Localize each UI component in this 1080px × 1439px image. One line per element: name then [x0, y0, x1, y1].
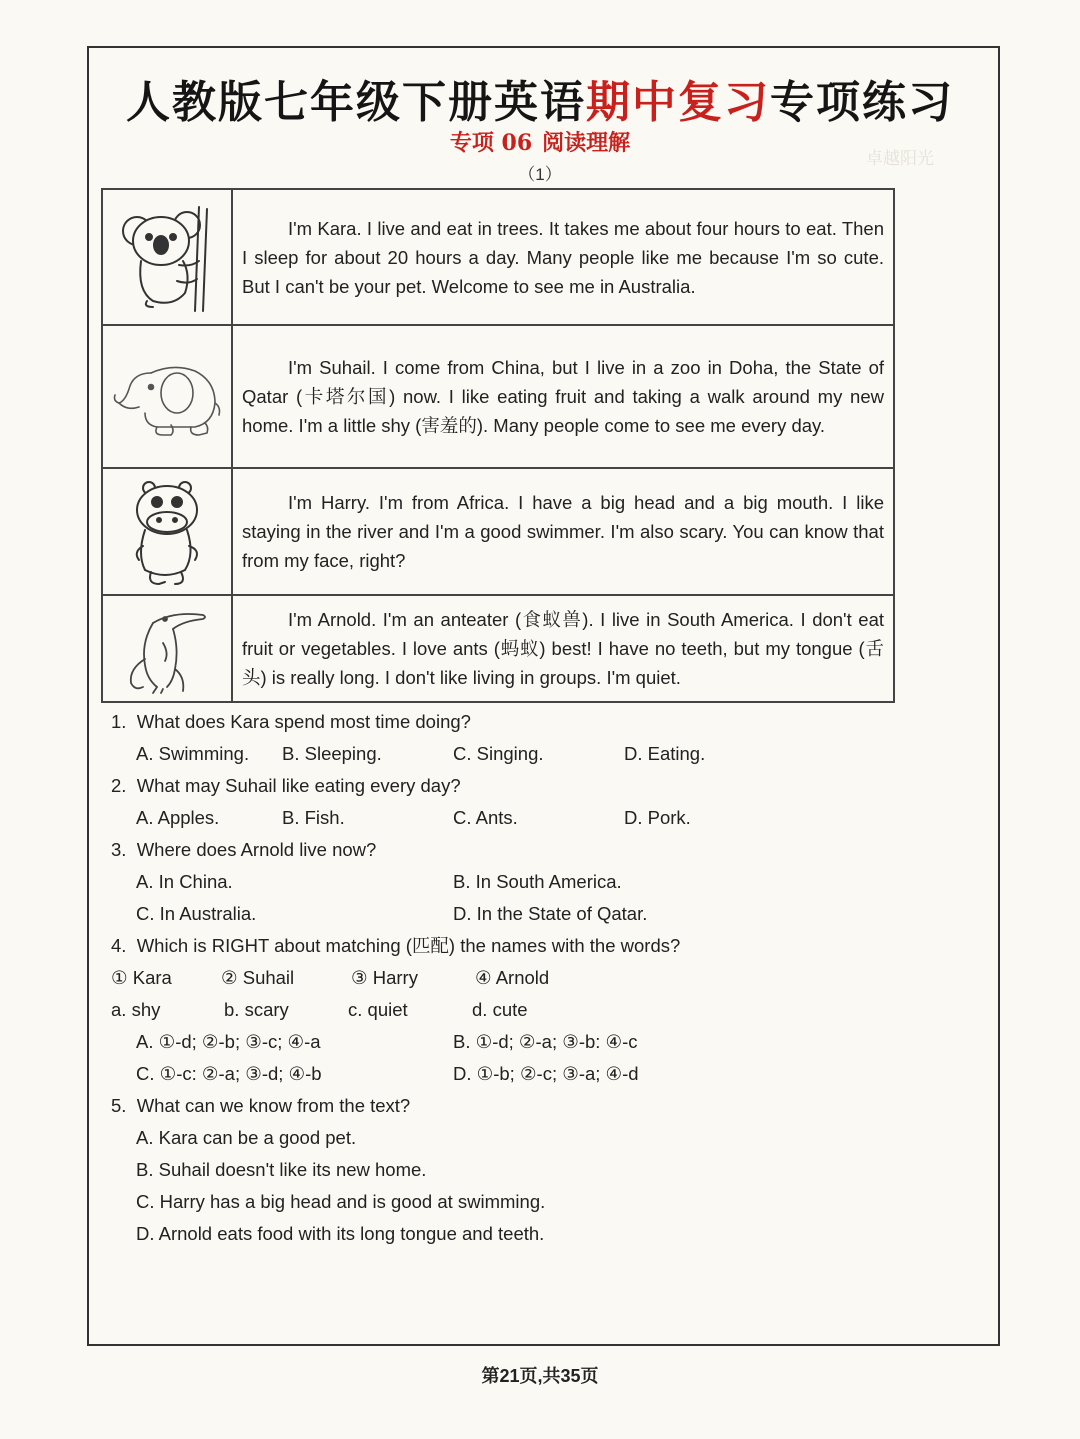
- passage-table: [101, 188, 895, 703]
- title-highlight: 期中复习: [586, 77, 770, 128]
- section-number: （1）: [518, 165, 562, 184]
- anteater-cell: [102, 595, 232, 702]
- hippo-cell: [102, 468, 232, 595]
- question-2-options: [111, 802, 891, 834]
- name-suhail: ② Suhail: [221, 967, 295, 988]
- option-a[interactable]: A. Swimming.: [136, 743, 250, 764]
- passage-row-arnold: [102, 595, 894, 702]
- word-scary: b. scary: [224, 999, 289, 1020]
- option-d[interactable]: D. Eating.: [624, 743, 706, 764]
- passage-row-harry: [102, 468, 894, 595]
- name-harry: ③ Harry: [351, 967, 418, 988]
- question-1: [111, 706, 891, 738]
- question-number: 4.: [111, 935, 127, 956]
- option-d[interactable]: D. Pork.: [624, 807, 691, 828]
- passage-kara: I'm Kara. I live and eat in trees. It takes me about four hours to eat. Then I sleep for about 20 hours a day. Many people like me because I'm so cute. But I can't be your pet. Welcome to see me in Australia.: [232, 189, 894, 325]
- question-2: [111, 770, 891, 802]
- option-d[interactable]: D. Arnold eats food with its long tongue and teeth.: [136, 1223, 545, 1244]
- option-a[interactable]: A. Apples.: [136, 807, 220, 828]
- matching-words: [111, 994, 891, 1026]
- name-kara: ① Kara: [111, 967, 172, 988]
- word-quiet: c. quiet: [348, 999, 408, 1020]
- title-part1: 人教版七年级下册英语: [126, 77, 586, 128]
- question-text: What may Suhail like eating every day?: [136, 775, 461, 796]
- koala-cell: [102, 189, 232, 325]
- question-number: 5.: [111, 1095, 127, 1116]
- page-footer: 第21页,共35页: [481, 1366, 599, 1386]
- passage-row-kara: [102, 189, 894, 325]
- option-a[interactable]: A. ①-d; ②-b; ③-c; ④-a: [136, 1031, 321, 1052]
- question-number: 2.: [111, 775, 127, 796]
- question-text: Which is RIGHT about matching (匹配) the names with the words?: [136, 935, 681, 956]
- subtitle-prefix: 专项: [449, 130, 494, 156]
- question-5-option-a: [111, 1122, 891, 1154]
- option-c[interactable]: C. Ants.: [453, 807, 518, 828]
- question-3-options-row1: [111, 866, 891, 898]
- option-b[interactable]: B. Suhail doesn't like its new home.: [136, 1159, 427, 1180]
- anteater-icon: [123, 603, 211, 695]
- option-a[interactable]: A. In China.: [136, 871, 233, 892]
- question-text: What does Kara spend most time doing?: [136, 711, 471, 732]
- title-part2: 专项练习: [770, 77, 954, 128]
- question-3: [111, 834, 891, 866]
- option-c[interactable]: C. Harry has a big head and is good at swimming.: [136, 1191, 546, 1212]
- question-text: Where does Arnold live now?: [136, 839, 377, 860]
- question-number: 1.: [111, 711, 127, 732]
- question-5-option-d: [111, 1218, 891, 1250]
- subtitle-topic: 阅读理解: [542, 130, 631, 156]
- question-4: [111, 930, 891, 962]
- question-text: What can we know from the text?: [136, 1095, 411, 1116]
- question-5-option-b: [111, 1154, 891, 1186]
- option-c[interactable]: C. Singing.: [453, 743, 544, 764]
- hippo-icon: [125, 476, 209, 588]
- word-shy: a. shy: [111, 999, 161, 1020]
- subtitle-number: 06: [501, 130, 533, 156]
- name-arnold: ④ Arnold: [475, 967, 550, 988]
- option-c[interactable]: C. In Australia.: [136, 903, 257, 924]
- passage-suhail: I'm Suhail. I come from China, but I live in a zoo in Doha, the State of Qatar (卡塔尔国) now. I like eating fruit and taking a walk around my new home. I'm a little shy (害羞的). Many people come to see me every day.: [232, 325, 894, 468]
- option-b[interactable]: B. Sleeping.: [282, 743, 382, 764]
- question-5: [111, 1090, 891, 1122]
- question-1-options: [111, 738, 891, 770]
- option-b[interactable]: B. Fish.: [282, 807, 345, 828]
- koala-icon: [117, 201, 217, 313]
- watermark: 卓越阳光: [866, 149, 934, 169]
- option-d[interactable]: D. ①-b; ②-c; ③-a; ④-d: [453, 1063, 639, 1084]
- questions: [111, 706, 891, 1250]
- passage-arnold: I'm Arnold. I'm an anteater (食蚁兽). I live in South America. I don't eat fruit or vegetables. I love ants (蚂蚁) best! I have no teeth, but my tongue (舌头) is really long. I don't like living in groups. I'm quiet.: [232, 595, 894, 702]
- passage-harry: I'm Harry. I'm from Africa. I have a big head and a big mouth. I like staying in the river and I'm a good swimmer. I'm also scary. You can know that from my face, right?: [232, 468, 894, 595]
- question-4-options-row2: [111, 1058, 891, 1090]
- question-5-option-c: [111, 1186, 891, 1218]
- option-d[interactable]: D. In the State of Qatar.: [453, 903, 648, 924]
- passage-row-suhail: [102, 325, 894, 468]
- question-number: 3.: [111, 839, 127, 860]
- option-b[interactable]: B. ①-d; ②-a; ③-b: ④-c: [453, 1031, 638, 1052]
- question-4-options-row1: [111, 1026, 891, 1058]
- question-3-options-row2: [111, 898, 891, 930]
- option-a[interactable]: A. Kara can be a good pet.: [136, 1127, 357, 1148]
- option-b[interactable]: B. In South America.: [453, 871, 622, 892]
- option-c[interactable]: C. ①-c: ②-a; ③-d; ④-b: [136, 1063, 322, 1084]
- matching-names: [111, 962, 891, 994]
- page-title: [0, 66, 1080, 130]
- word-cute: d. cute: [472, 999, 528, 1020]
- elephant-icon: [111, 357, 223, 437]
- elephant-cell: [102, 325, 232, 468]
